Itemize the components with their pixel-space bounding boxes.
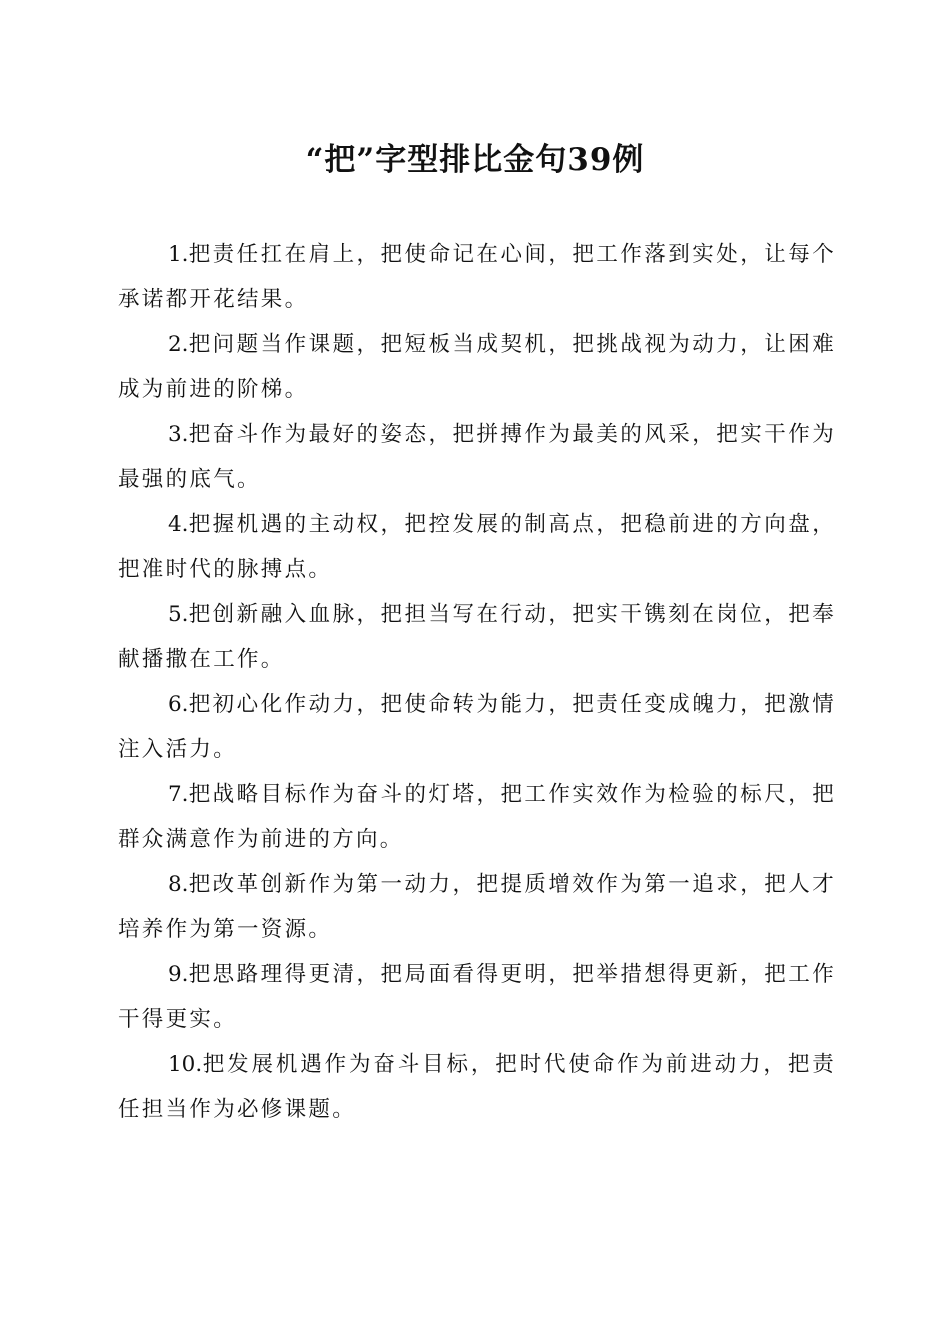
list-item (118, 772, 836, 862)
list-item (118, 592, 836, 682)
item-text: 把改革创新作为第一动力，把提质增效作为第一追求，把人才培养作为第一资源。 (118, 872, 836, 942)
item-text: 把创新融入血脉，把担当写在行动，把实干镌刻在岗位，把奉献播撒在工作。 (118, 602, 836, 672)
item-text: 把奋斗作为最好的姿态，把拼搏作为最美的风采，把实干作为最强的底气。 (118, 422, 836, 492)
item-text: 把发展机遇作为奋斗目标，把时代使命作为前进动力，把责任担当作为必修课题。 (118, 1052, 836, 1122)
item-number: 1. (168, 242, 189, 267)
item-text: 把握机遇的主动权，把控发展的制高点，把稳前进的方向盘，把准时代的脉搏点。 (118, 512, 836, 582)
item-number: 9. (168, 962, 189, 987)
list-item (118, 502, 836, 592)
list-item (118, 862, 836, 952)
item-number: 6. (168, 692, 189, 717)
item-text: 把初心化作动力，把使命转为能力，把责任变成魄力，把激情注入活力。 (118, 692, 836, 762)
list-item (118, 682, 836, 772)
item-number: 5. (168, 602, 189, 627)
document-title: “把”字型排比金句39例 (305, 142, 645, 178)
list-item (118, 1042, 836, 1132)
list-item (118, 322, 836, 412)
item-number: 4. (168, 512, 189, 537)
item-number: 7. (168, 782, 189, 807)
document-body (118, 232, 836, 1132)
list-item (118, 952, 836, 1042)
list-item (118, 232, 836, 322)
item-text: 把战略目标作为奋斗的灯塔，把工作实效作为检验的标尺，把群众满意作为前进的方向。 (118, 782, 836, 852)
item-number: 3. (168, 422, 189, 447)
item-text: 把思路理得更清，把局面看得更明，把举措想得更新，把工作干得更实。 (118, 962, 836, 1032)
item-text: 把责任扛在肩上，把使命记在心间，把工作落到实处，让每个承诺都开花结果。 (118, 242, 836, 312)
item-number: 2. (168, 332, 189, 357)
list-item (118, 412, 836, 502)
item-number: 8. (168, 872, 189, 897)
item-number: 10. (168, 1052, 203, 1077)
item-text: 把问题当作课题，把短板当成契机，把挑战视为动力，让困难成为前进的阶梯。 (118, 332, 836, 402)
